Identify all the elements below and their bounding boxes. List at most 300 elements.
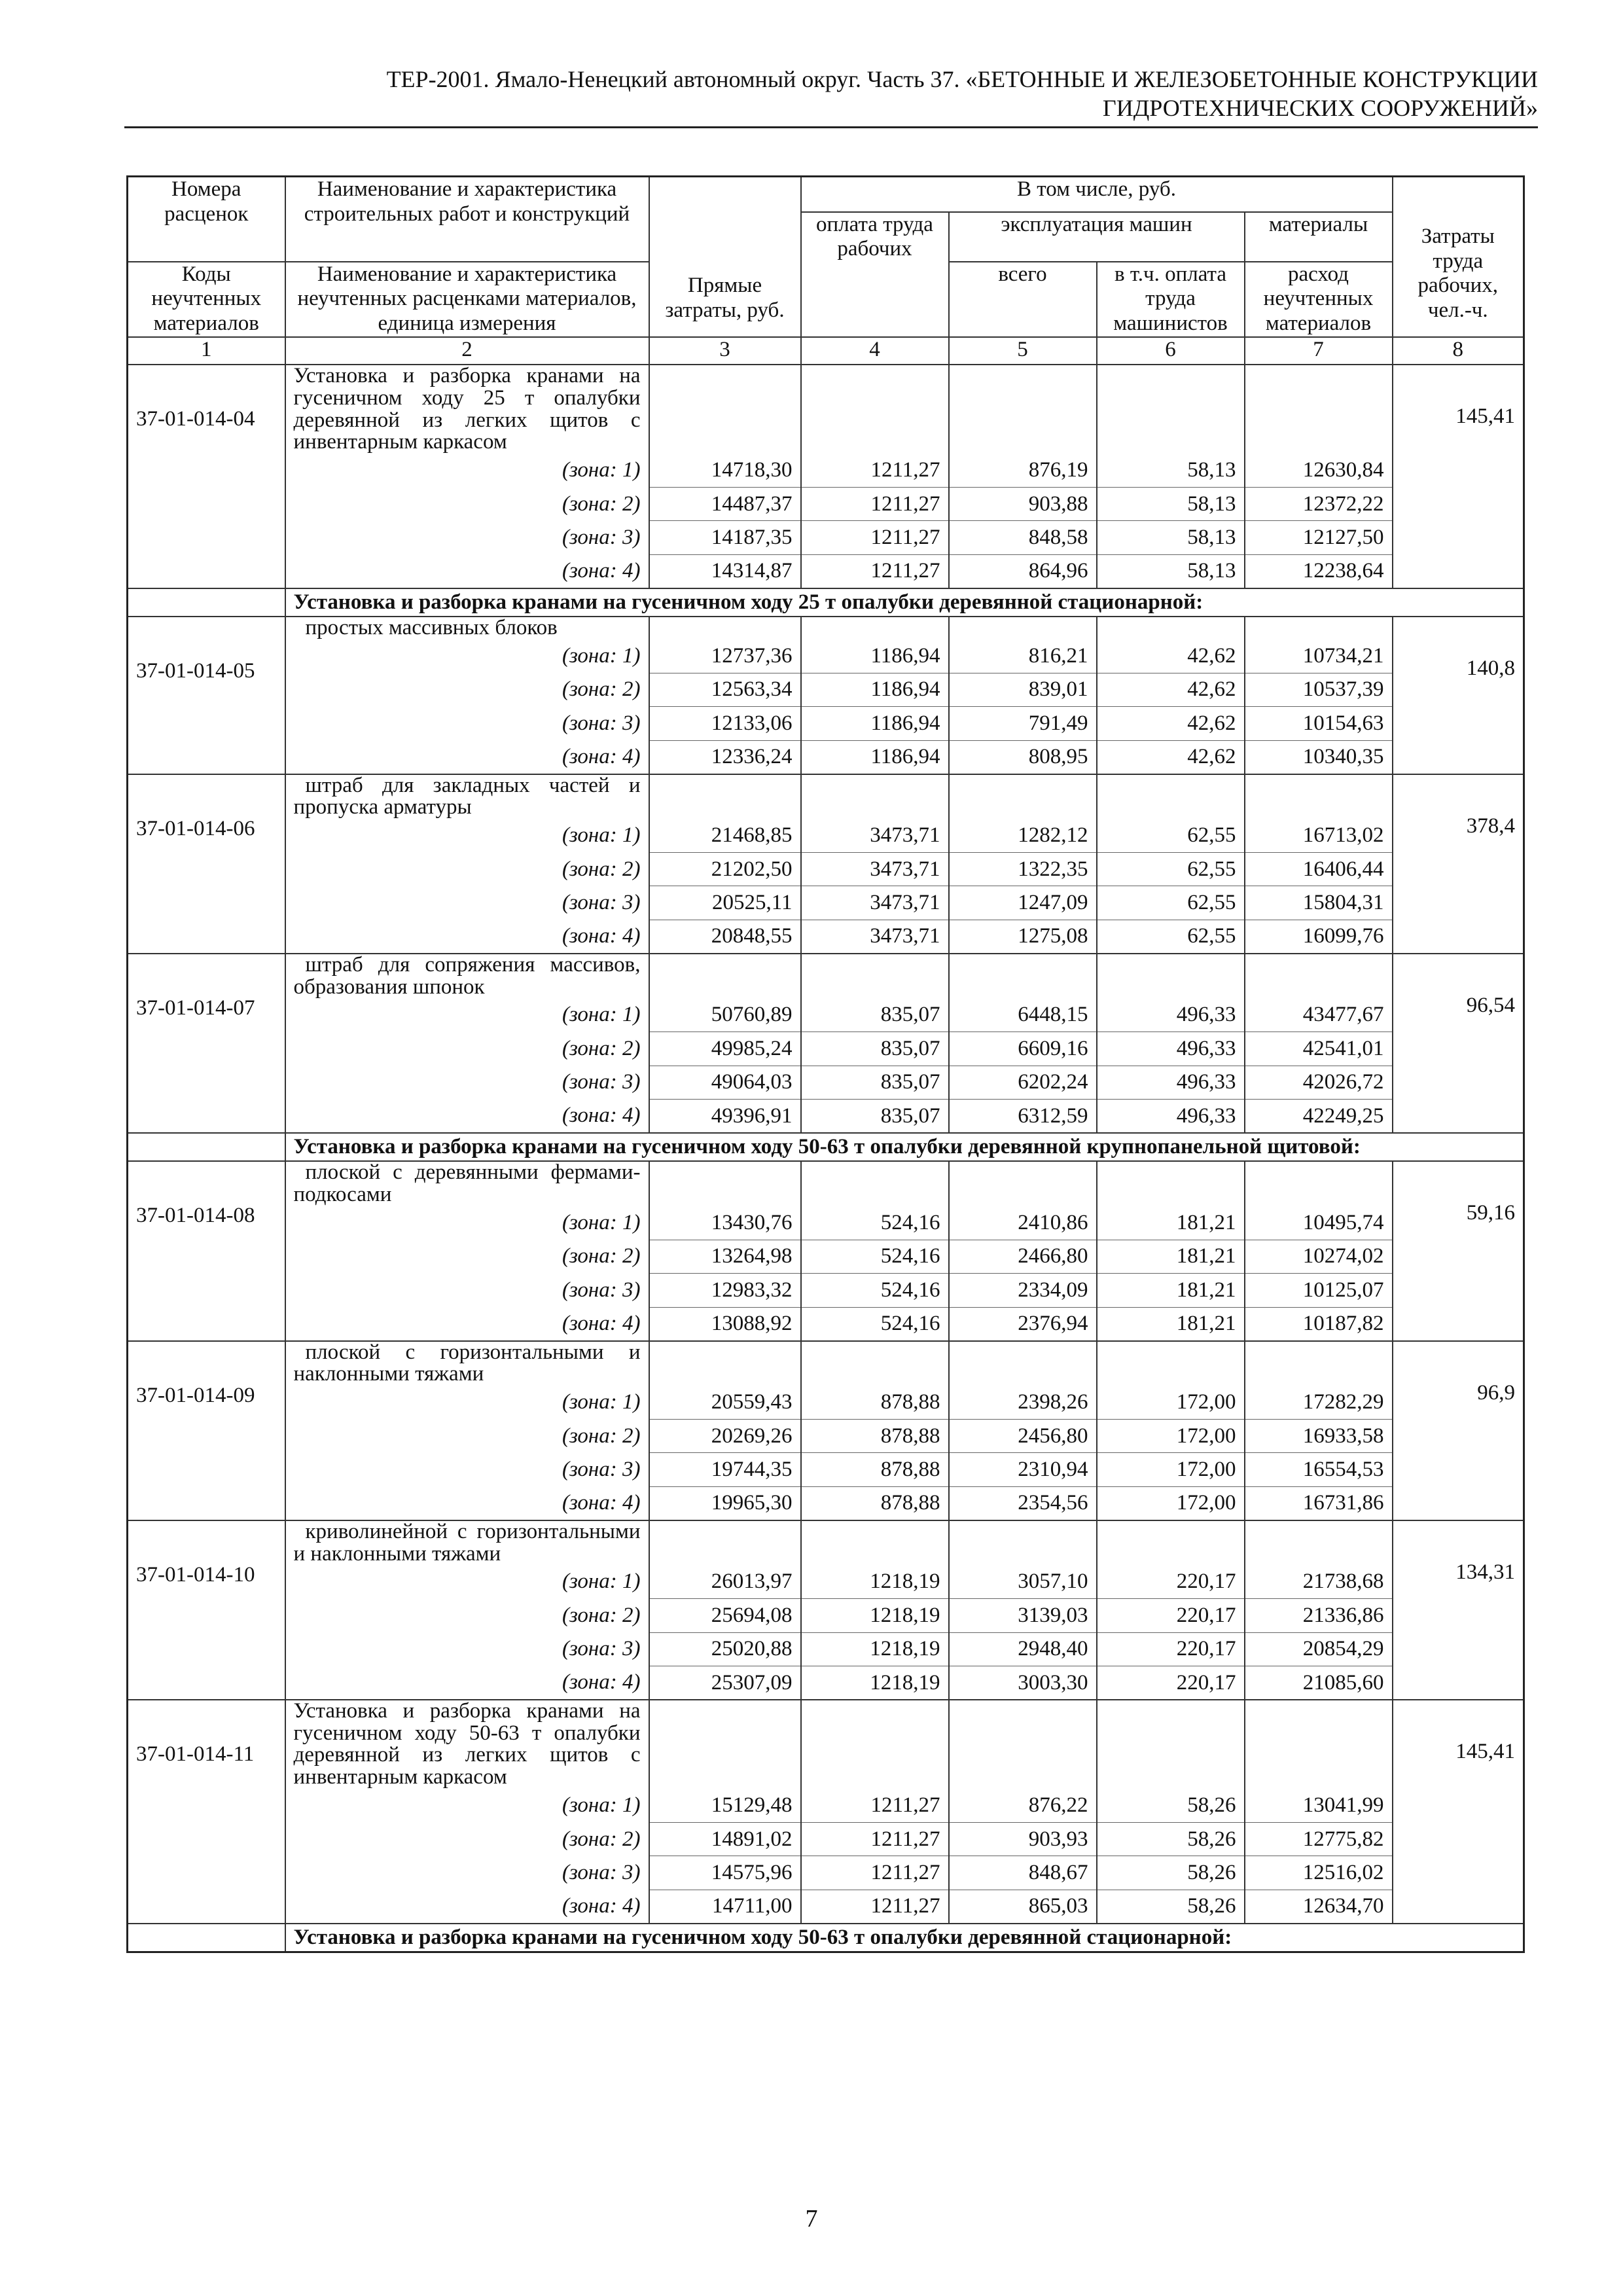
empty-cell xyxy=(1097,954,1245,998)
empty-cell xyxy=(1097,774,1245,819)
operator-pay: 181,21 xyxy=(1097,1307,1245,1341)
machines-total: 1275,08 xyxy=(949,920,1097,954)
operator-pay: 172,00 xyxy=(1097,1419,1245,1453)
zone-label: (зона: 4) xyxy=(285,920,649,954)
worker-pay: 1211,27 xyxy=(801,1822,949,1856)
zone-row xyxy=(128,454,1524,488)
machines-total: 2398,26 xyxy=(949,1386,1097,1420)
direct-costs: 12133,06 xyxy=(649,707,801,741)
operator-pay: 58,13 xyxy=(1097,521,1245,555)
materials-cost: 21085,60 xyxy=(1245,1666,1393,1700)
zone-row xyxy=(128,1789,1524,1823)
operator-pay: 42,62 xyxy=(1097,673,1245,707)
machines-total: 876,22 xyxy=(949,1789,1097,1823)
operator-pay: 58,13 xyxy=(1097,487,1245,521)
materials-cost: 16713,02 xyxy=(1245,819,1393,853)
zone-label: (зона: 4) xyxy=(285,740,649,774)
worker-pay: 1186,94 xyxy=(801,639,949,673)
rate-code: 37-01-014-04 xyxy=(128,365,285,588)
direct-costs: 25694,08 xyxy=(649,1599,801,1633)
machines-total: 2354,56 xyxy=(949,1486,1097,1520)
item-row xyxy=(128,1520,1524,1565)
header-materials: материалы xyxy=(1245,212,1393,262)
direct-costs: 49064,03 xyxy=(649,1066,801,1100)
zone-label: (зона: 1) xyxy=(285,1206,649,1240)
empty-cell xyxy=(949,1161,1097,1206)
empty-cell xyxy=(1245,774,1393,819)
worker-pay: 1218,19 xyxy=(801,1599,949,1633)
zone-row xyxy=(128,1100,1524,1134)
empty-cell xyxy=(1245,1161,1393,1206)
item-row xyxy=(128,1161,1524,1206)
page-header xyxy=(124,65,1538,123)
rate-code: 37-01-014-11 xyxy=(128,1700,285,1924)
worker-pay: 3473,71 xyxy=(801,852,949,886)
empty-cell xyxy=(1097,617,1245,639)
labor-costs: 59,16 xyxy=(1393,1161,1524,1340)
zone-row xyxy=(128,1386,1524,1420)
zone-row xyxy=(128,1890,1524,1924)
materials-cost: 12127,50 xyxy=(1245,521,1393,555)
direct-costs: 12983,32 xyxy=(649,1274,801,1308)
empty-cell xyxy=(1245,365,1393,454)
direct-costs: 20269,26 xyxy=(649,1419,801,1453)
zone-row xyxy=(128,487,1524,521)
worker-pay: 1211,27 xyxy=(801,487,949,521)
empty-cell xyxy=(801,1161,949,1206)
machines-total: 848,67 xyxy=(949,1856,1097,1890)
zone-row xyxy=(128,673,1524,707)
zone-label: (зона: 1) xyxy=(285,998,649,1032)
section-title-row xyxy=(128,1133,1524,1161)
zone-label: (зона: 3) xyxy=(285,1274,649,1308)
zone-label: (зона: 1) xyxy=(285,1386,649,1420)
materials-cost: 10154,63 xyxy=(1245,707,1393,741)
empty-cell xyxy=(649,954,801,998)
materials-cost: 16933,58 xyxy=(1245,1419,1393,1453)
page-number: 7 xyxy=(805,2205,818,2233)
machines-total: 2410,86 xyxy=(949,1206,1097,1240)
zone-row xyxy=(128,1206,1524,1240)
empty-cell xyxy=(1097,1700,1245,1789)
section-title: Установка и разборка кранами на гусеничном ходу 50-63 т опалубки деревянной крупнопанельной щитовой: xyxy=(285,1133,1524,1161)
machines-total: 3057,10 xyxy=(949,1565,1097,1599)
zone-row xyxy=(128,707,1524,741)
worker-pay: 878,88 xyxy=(801,1386,949,1420)
zone-row xyxy=(128,1032,1524,1066)
rate-description: криволинейной с горизонтальными и наклонными тяжами xyxy=(285,1520,649,1565)
item-row xyxy=(128,774,1524,819)
worker-pay: 524,16 xyxy=(801,1206,949,1240)
direct-costs: 14718,30 xyxy=(649,454,801,488)
machines-total: 808,95 xyxy=(949,740,1097,774)
zone-label: (зона: 2) xyxy=(285,852,649,886)
empty-cell xyxy=(649,365,801,454)
machines-total: 816,21 xyxy=(949,639,1097,673)
direct-costs: 14891,02 xyxy=(649,1822,801,1856)
operator-pay: 496,33 xyxy=(1097,1066,1245,1100)
operator-pay: 58,26 xyxy=(1097,1822,1245,1856)
zone-row xyxy=(128,554,1524,588)
machines-total: 6609,16 xyxy=(949,1032,1097,1066)
materials-cost: 16406,44 xyxy=(1245,852,1393,886)
rate-description: штраб для закладных частей и пропуска арматуры xyxy=(285,774,649,819)
empty-cell xyxy=(949,1341,1097,1386)
worker-pay: 878,88 xyxy=(801,1419,949,1453)
item-row xyxy=(128,617,1524,639)
zone-row xyxy=(128,1240,1524,1274)
machines-total: 2376,94 xyxy=(949,1307,1097,1341)
empty-cell xyxy=(1245,954,1393,998)
materials-cost: 15804,31 xyxy=(1245,886,1393,920)
direct-costs: 21202,50 xyxy=(649,852,801,886)
machines-total: 1322,35 xyxy=(949,852,1097,886)
worker-pay: 878,88 xyxy=(801,1486,949,1520)
zone-row xyxy=(128,521,1524,555)
rate-code: 37-01-014-08 xyxy=(128,1161,285,1340)
materials-cost: 16554,53 xyxy=(1245,1453,1393,1487)
materials-cost: 21336,86 xyxy=(1245,1599,1393,1633)
zone-row xyxy=(128,740,1524,774)
direct-costs: 20848,55 xyxy=(649,920,801,954)
machines-total: 848,58 xyxy=(949,521,1097,555)
operator-pay: 172,00 xyxy=(1097,1486,1245,1520)
direct-costs: 15129,48 xyxy=(649,1789,801,1823)
direct-costs: 14487,37 xyxy=(649,487,801,521)
zone-label: (зона: 1) xyxy=(285,1789,649,1823)
operator-pay: 58,13 xyxy=(1097,454,1245,488)
materials-cost: 42026,72 xyxy=(1245,1066,1393,1100)
materials-cost: 42541,01 xyxy=(1245,1032,1393,1066)
empty-cell xyxy=(1245,1700,1393,1789)
zone-label: (зона: 2) xyxy=(285,487,649,521)
zone-row xyxy=(128,886,1524,920)
empty-cell xyxy=(801,1700,949,1789)
machines-total: 3003,30 xyxy=(949,1666,1097,1700)
operator-pay: 172,00 xyxy=(1097,1453,1245,1487)
empty-cell xyxy=(649,1520,801,1565)
header-work-name: Наименование и характеристика строительных работ и конструкций xyxy=(285,177,649,262)
worker-pay: 1186,94 xyxy=(801,707,949,741)
labor-costs: 140,8 xyxy=(1393,617,1524,774)
column-number: 4 xyxy=(801,337,949,365)
empty-cell xyxy=(649,1341,801,1386)
worker-pay: 1211,27 xyxy=(801,554,949,588)
operator-pay: 496,33 xyxy=(1097,1100,1245,1134)
machines-total: 6448,15 xyxy=(949,998,1097,1032)
direct-costs: 50760,89 xyxy=(649,998,801,1032)
empty-cell xyxy=(949,1520,1097,1565)
materials-cost: 10187,82 xyxy=(1245,1307,1393,1341)
empty-cell xyxy=(1245,1341,1393,1386)
header-direct-costs: Прямые затраты, руб. xyxy=(649,177,801,338)
rate-description: простых массивных блоков xyxy=(285,617,649,639)
machines-total: 865,03 xyxy=(949,1890,1097,1924)
section-title: Установка и разборка кранами на гусеничном ходу 25 т опалубки деревянной стационарной: xyxy=(285,588,1524,617)
machines-total: 1282,12 xyxy=(949,819,1097,853)
zone-row xyxy=(128,1486,1524,1520)
worker-pay: 1218,19 xyxy=(801,1666,949,1700)
materials-cost: 43477,67 xyxy=(1245,998,1393,1032)
zone-label: (зона: 2) xyxy=(285,1419,649,1453)
column-number: 2 xyxy=(285,337,649,365)
empty-cell xyxy=(128,588,285,617)
header-operator-pay: в т.ч. оплата труда машинистов xyxy=(1097,262,1245,338)
worker-pay: 1186,94 xyxy=(801,740,949,774)
rate-code: 37-01-014-06 xyxy=(128,774,285,954)
labor-costs: 134,31 xyxy=(1393,1520,1524,1700)
header-material-name: Наименование и характеристика неучтенных расценками материалов, единица измерения xyxy=(285,262,649,338)
worker-pay: 1211,27 xyxy=(801,454,949,488)
empty-cell xyxy=(649,1161,801,1206)
section-title-row xyxy=(128,1924,1524,1952)
empty-cell xyxy=(1097,1161,1245,1206)
materials-cost: 10734,21 xyxy=(1245,639,1393,673)
zone-row xyxy=(128,819,1524,853)
worker-pay: 835,07 xyxy=(801,998,949,1032)
header-line-1: ТЕР-2001. Ямало-Ненецкий автономный округ. Часть 37. «БЕТОННЫЕ И ЖЕЛЕЗОБЕТОННЫЕ КОНСТРУКЦИИ xyxy=(386,66,1538,92)
worker-pay: 835,07 xyxy=(801,1066,949,1100)
empty-cell xyxy=(1245,1520,1393,1565)
machines-total: 6202,24 xyxy=(949,1066,1097,1100)
empty-cell xyxy=(801,617,949,639)
worker-pay: 524,16 xyxy=(801,1274,949,1308)
direct-costs: 13430,76 xyxy=(649,1206,801,1240)
machines-total: 903,88 xyxy=(949,487,1097,521)
direct-costs: 14187,35 xyxy=(649,521,801,555)
zone-row xyxy=(128,1274,1524,1308)
worker-pay: 1218,19 xyxy=(801,1632,949,1666)
materials-cost: 16731,86 xyxy=(1245,1486,1393,1520)
direct-costs: 26013,97 xyxy=(649,1565,801,1599)
rate-code: 37-01-014-09 xyxy=(128,1341,285,1520)
zone-row xyxy=(128,1565,1524,1599)
empty-cell xyxy=(949,774,1097,819)
zone-label: (зона: 1) xyxy=(285,639,649,673)
rate-description: Установка и разборка кранами на гусеничном ходу 50-63 т опалубки деревянной из легких щитов с инвентарным каркасом xyxy=(285,1700,649,1789)
header-labor-costs: Затраты труда рабочих, чел.-ч. xyxy=(1393,177,1524,338)
materials-cost: 12372,22 xyxy=(1245,487,1393,521)
direct-costs: 13264,98 xyxy=(649,1240,801,1274)
empty-cell xyxy=(949,1700,1097,1789)
column-number: 1 xyxy=(128,337,285,365)
direct-costs: 12563,34 xyxy=(649,673,801,707)
zone-label: (зона: 4) xyxy=(285,1100,649,1134)
labor-costs: 96,54 xyxy=(1393,954,1524,1133)
operator-pay: 42,62 xyxy=(1097,639,1245,673)
materials-cost: 12634,70 xyxy=(1245,1890,1393,1924)
item-row xyxy=(128,954,1524,998)
empty-cell xyxy=(1097,365,1245,454)
zone-label: (зона: 1) xyxy=(285,454,649,488)
empty-cell xyxy=(128,1924,285,1952)
zone-label: (зона: 2) xyxy=(285,1599,649,1633)
operator-pay: 220,17 xyxy=(1097,1565,1245,1599)
item-row xyxy=(128,1700,1524,1789)
direct-costs: 13088,92 xyxy=(649,1307,801,1341)
zone-label: (зона: 3) xyxy=(285,521,649,555)
header-rate-numbers: Номера расценок xyxy=(128,177,285,262)
worker-pay: 1211,27 xyxy=(801,1789,949,1823)
machines-total: 2948,40 xyxy=(949,1632,1097,1666)
item-row xyxy=(128,365,1524,454)
operator-pay: 220,17 xyxy=(1097,1632,1245,1666)
operator-pay: 62,55 xyxy=(1097,920,1245,954)
worker-pay: 878,88 xyxy=(801,1453,949,1487)
direct-costs: 49985,24 xyxy=(649,1032,801,1066)
direct-costs: 20525,11 xyxy=(649,886,801,920)
header-codes: Коды неучтенных материалов xyxy=(128,262,285,338)
zone-row xyxy=(128,639,1524,673)
direct-costs: 12336,24 xyxy=(649,740,801,774)
zone-label: (зона: 3) xyxy=(285,1453,649,1487)
column-number: 8 xyxy=(1393,337,1524,365)
direct-costs: 19965,30 xyxy=(649,1486,801,1520)
machines-total: 864,96 xyxy=(949,554,1097,588)
empty-cell xyxy=(801,774,949,819)
header-total: всего xyxy=(949,262,1097,338)
empty-cell xyxy=(1097,1341,1245,1386)
header-rule xyxy=(124,126,1538,128)
machines-total: 791,49 xyxy=(949,707,1097,741)
direct-costs: 12737,36 xyxy=(649,639,801,673)
zone-label: (зона: 4) xyxy=(285,1307,649,1341)
zone-row xyxy=(128,1822,1524,1856)
operator-pay: 496,33 xyxy=(1097,1032,1245,1066)
materials-cost: 12238,64 xyxy=(1245,554,1393,588)
zone-label: (зона: 2) xyxy=(285,673,649,707)
materials-cost: 12630,84 xyxy=(1245,454,1393,488)
operator-pay: 62,55 xyxy=(1097,886,1245,920)
direct-costs: 14575,96 xyxy=(649,1856,801,1890)
empty-cell xyxy=(649,617,801,639)
worker-pay: 1211,27 xyxy=(801,1856,949,1890)
operator-pay: 62,55 xyxy=(1097,819,1245,853)
materials-cost: 10537,39 xyxy=(1245,673,1393,707)
materials-cost: 42249,25 xyxy=(1245,1100,1393,1134)
direct-costs: 25307,09 xyxy=(649,1666,801,1700)
labor-costs: 96,9 xyxy=(1393,1341,1524,1520)
zone-row xyxy=(128,920,1524,954)
operator-pay: 42,62 xyxy=(1097,740,1245,774)
zone-row xyxy=(128,852,1524,886)
header-machines: эксплуатация машин xyxy=(949,212,1245,262)
empty-cell xyxy=(128,1133,285,1161)
zone-row xyxy=(128,1419,1524,1453)
worker-pay: 1211,27 xyxy=(801,521,949,555)
worker-pay: 835,07 xyxy=(801,1100,949,1134)
column-number: 7 xyxy=(1245,337,1393,365)
machines-total: 2466,80 xyxy=(949,1240,1097,1274)
materials-cost: 13041,99 xyxy=(1245,1789,1393,1823)
zone-label: (зона: 4) xyxy=(285,1890,649,1924)
zone-label: (зона: 3) xyxy=(285,1856,649,1890)
empty-cell xyxy=(801,1520,949,1565)
labor-costs: 378,4 xyxy=(1393,774,1524,954)
operator-pay: 220,17 xyxy=(1097,1599,1245,1633)
operator-pay: 220,17 xyxy=(1097,1666,1245,1700)
zone-row xyxy=(128,1856,1524,1890)
zone-row xyxy=(128,1307,1524,1341)
materials-cost: 12516,02 xyxy=(1245,1856,1393,1890)
machines-total: 839,01 xyxy=(949,673,1097,707)
machines-total: 2310,94 xyxy=(949,1453,1097,1487)
empty-cell xyxy=(801,954,949,998)
rate-code: 37-01-014-07 xyxy=(128,954,285,1133)
header-material-use: расход неучтенных материалов xyxy=(1245,262,1393,338)
labor-costs: 145,41 xyxy=(1393,365,1524,588)
operator-pay: 62,55 xyxy=(1097,852,1245,886)
worker-pay: 3473,71 xyxy=(801,819,949,853)
rates-table xyxy=(126,175,1525,1953)
zone-label: (зона: 3) xyxy=(285,707,649,741)
worker-pay: 835,07 xyxy=(801,1032,949,1066)
operator-pay: 58,26 xyxy=(1097,1789,1245,1823)
operator-pay: 58,13 xyxy=(1097,554,1245,588)
operator-pay: 496,33 xyxy=(1097,998,1245,1032)
zone-label: (зона: 2) xyxy=(285,1240,649,1274)
rate-code: 37-01-014-05 xyxy=(128,617,285,774)
direct-costs: 19744,35 xyxy=(649,1453,801,1487)
materials-cost: 21738,68 xyxy=(1245,1565,1393,1599)
worker-pay: 1218,19 xyxy=(801,1565,949,1599)
worker-pay: 3473,71 xyxy=(801,886,949,920)
worker-pay: 1186,94 xyxy=(801,673,949,707)
machines-total: 903,93 xyxy=(949,1822,1097,1856)
machines-total: 3139,03 xyxy=(949,1599,1097,1633)
zone-label: (зона: 4) xyxy=(285,1666,649,1700)
empty-cell xyxy=(649,774,801,819)
operator-pay: 42,62 xyxy=(1097,707,1245,741)
empty-cell xyxy=(949,365,1097,454)
column-number: 5 xyxy=(949,337,1097,365)
empty-cell xyxy=(801,1341,949,1386)
operator-pay: 58,26 xyxy=(1097,1890,1245,1924)
machines-total: 2334,09 xyxy=(949,1274,1097,1308)
zone-row xyxy=(128,1666,1524,1700)
rate-description: Установка и разборка кранами на гусеничном ходу 25 т опалубки деревянной из легких щитов с инвентарным каркасом xyxy=(285,365,649,454)
direct-costs: 14711,00 xyxy=(649,1890,801,1924)
zone-label: (зона: 4) xyxy=(285,1486,649,1520)
empty-cell xyxy=(1097,1520,1245,1565)
empty-cell xyxy=(949,954,1097,998)
empty-cell xyxy=(949,617,1097,639)
zone-row xyxy=(128,998,1524,1032)
operator-pay: 181,21 xyxy=(1097,1274,1245,1308)
direct-costs: 25020,88 xyxy=(649,1632,801,1666)
machines-total: 2456,80 xyxy=(949,1419,1097,1453)
zone-row xyxy=(128,1453,1524,1487)
column-number: 3 xyxy=(649,337,801,365)
zone-row xyxy=(128,1599,1524,1633)
rate-description: плоской с горизонтальными и наклонными тяжами xyxy=(285,1341,649,1386)
header-line-2: ГИДРОТЕХНИЧЕСКИХ СООРУЖЕНИЙ» xyxy=(1102,94,1538,121)
machines-total: 876,19 xyxy=(949,454,1097,488)
materials-cost: 12775,82 xyxy=(1245,1822,1393,1856)
zone-label: (зона: 3) xyxy=(285,886,649,920)
empty-cell xyxy=(649,1700,801,1789)
machines-total: 6312,59 xyxy=(949,1100,1097,1134)
header-worker-pay: оплата труда рабочих xyxy=(801,212,949,338)
materials-cost: 10125,07 xyxy=(1245,1274,1393,1308)
table-body xyxy=(128,365,1524,1952)
header-including: В том числе, руб. xyxy=(801,177,1393,212)
zone-label: (зона: 2) xyxy=(285,1032,649,1066)
section-title: Установка и разборка кранами на гусеничном ходу 50-63 т опалубки деревянной стационарной: xyxy=(285,1924,1524,1952)
machines-total: 1247,09 xyxy=(949,886,1097,920)
direct-costs: 21468,85 xyxy=(649,819,801,853)
materials-cost: 10495,74 xyxy=(1245,1206,1393,1240)
